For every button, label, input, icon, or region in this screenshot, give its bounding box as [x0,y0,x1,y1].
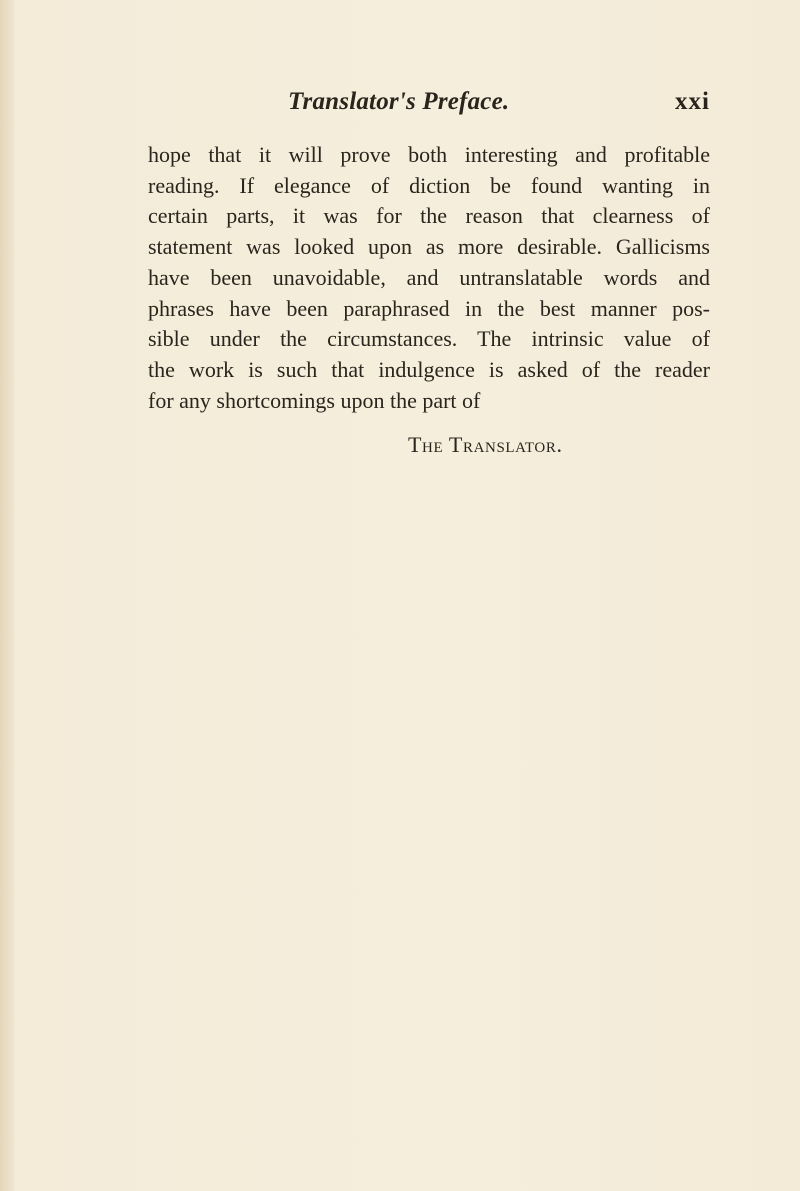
text-line: reading. If elegance of diction be found wanting in [148,172,710,198]
preface-paragraph [148,140,710,416]
running-title: Translator's Preface. [288,88,510,115]
text-line: have been unavoidable, and untranslatable words and [148,264,710,290]
running-header [288,88,710,128]
text-line: phrases have been paraphrased in the best manner pos- [148,295,710,321]
page-number: xxi [675,88,710,115]
text-line: for any shortcomings upon the part of [148,387,481,413]
signature: The Translator. [408,432,563,457]
text-line: statement was looked upon as more desirable. Gallicisms [148,234,710,260]
page-gutter-shadow [0,0,14,1191]
text-line: certain parts, it was for the reason that clearness of [148,203,710,229]
text-line: sible under the circumstances. The intrinsic value of [148,326,710,352]
text-line: the work is such that indulgence is asked of the reader [148,356,710,382]
text-line: hope that it will prove both interesting and profitable [148,142,710,167]
